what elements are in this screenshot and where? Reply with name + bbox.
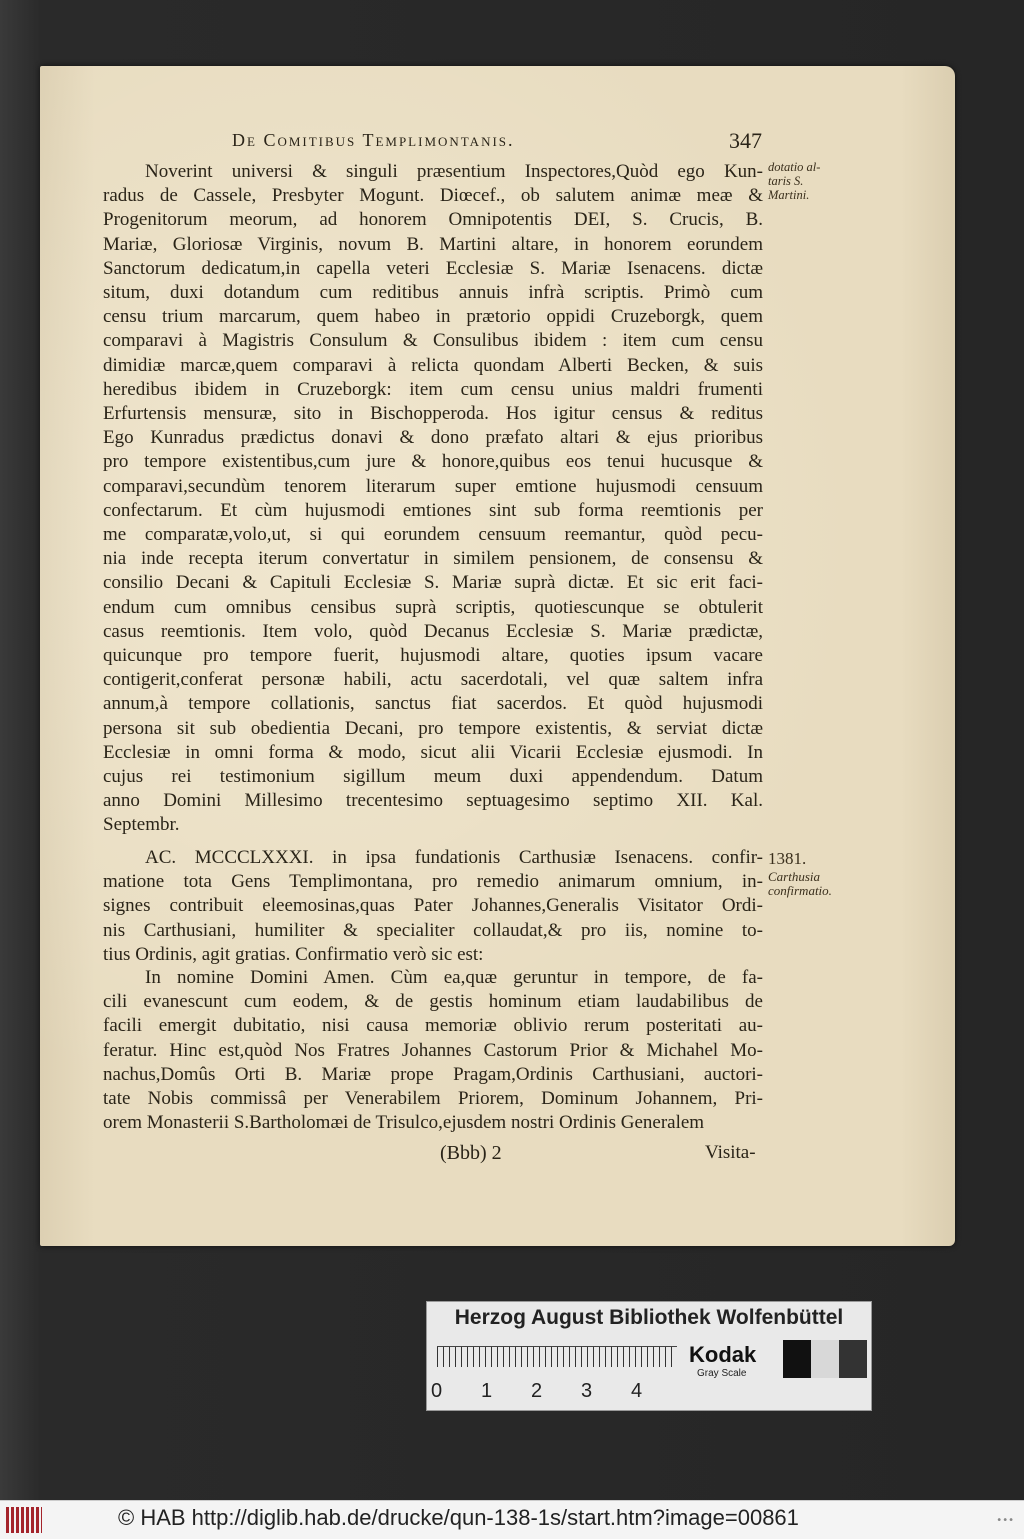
gray-swatches — [783, 1340, 867, 1378]
text-line: casus reemtionis. Item volo, quòd Decanus Ecclesiæ S. Mariæ prædictæ, — [103, 620, 763, 642]
gray-scale-label: Gray Scale — [697, 1368, 747, 1379]
strip-title: Herzog August Bibliothek Wolfenbüttel — [454, 1306, 844, 1329]
text-line: nachus,Domûs Orti B. Mariæ prope Pragam,Ordinis Carthusiani, auctori- — [103, 1063, 763, 1085]
page-number: 347 — [729, 128, 762, 153]
text-line: nia inde recepta iterum convertatur in similem pensionem, de consensu & — [103, 548, 763, 570]
footer-bar — [0, 1500, 1024, 1539]
text-line: cujus rei testimonium sigillum meum duxi appendendum. Datum — [103, 766, 763, 787]
catchword: Visita- — [705, 1142, 756, 1163]
ruler-number: 4 — [631, 1380, 643, 1402]
measurement-ruler — [437, 1346, 677, 1379]
text-line: Ecclesiæ in omni forma & modo, sicut alii Vicarii Ecclesiæ ejusmodi. In — [103, 741, 763, 763]
text-line: AC. MCCCLXXXI. in ipsa fundationis Carthusiæ Isenacens. confir- — [145, 847, 763, 868]
text-line: me comparatæ,volo,ut, si qui eorundem censuum reemantur, quòd pecu- — [103, 524, 763, 545]
text-line: tius Ordinis, agit gratias. Confirmatio verò sic est: — [103, 943, 484, 965]
text-line: Noverint universi & singuli præsentium Inspectores,Quòd ego Kun- — [145, 161, 763, 182]
margin-note-dotatio — [768, 160, 868, 202]
running-header — [232, 130, 762, 156]
ruler-number: 1 — [481, 1380, 493, 1402]
gray-swatch — [783, 1340, 811, 1378]
ruler-number: 0 — [431, 1380, 443, 1402]
text-line: persona sit sub obedientia Decani, pro tempore existentis, & serviat dictæ — [103, 717, 763, 739]
text-line: pro tempore existentibus,cum jure & honore,quibus eos tenui hucusque & — [103, 451, 763, 473]
margin-note-carthusia — [768, 848, 868, 898]
text-line: Progenitorum meorum, ad honorem Omnipotentis DEI, S. Crucis, B. — [103, 209, 763, 231]
text-line: facili emergit dubitatio, nisi causa memoriæ oblivio rerum posteritati au- — [103, 1015, 763, 1037]
ruler-numbers — [431, 1380, 681, 1406]
margin-note-line: taris S. — [768, 174, 804, 188]
text-line: nis Carthusiani, humiliter & specialiter collaudat,& pro iis, nomine to- — [103, 919, 763, 941]
text-line: annum,à tempore collationis, sanctus fiat sacerdos. Et quòd hujusmodi — [103, 693, 763, 715]
footer-copyright: © HAB http://diglib.hab.de/drucke/qun-138-1s/start.htm?image=00861 — [118, 1505, 799, 1530]
ruler-number: 3 — [581, 1380, 593, 1402]
ruler-number: 2 — [531, 1380, 543, 1402]
kodak-logo: Kodak — [689, 1342, 757, 1367]
hab-logo-icon — [6, 1507, 42, 1533]
gray-swatch — [811, 1340, 839, 1378]
header-title: De Comitibus Templimontanis. — [232, 130, 515, 150]
text-line: radus de Cassele, Presbyter Mogunt. Diœcef., ob salutem animæ meæ & — [103, 185, 763, 207]
text-line: censu trium marcarum, quem habeo in prætorio oppidi Cruzeborgk, quem — [103, 306, 763, 328]
text-line: endum cum omnibus censibus suprà scriptis, quotiescunque se obtulerit — [103, 596, 763, 618]
text-line: matione tota Gens Templimontana, pro remedio animarum omnium, in- — [103, 871, 763, 893]
margin-note-line: 1381. — [768, 849, 807, 868]
text-line: consilio Decani & Capituli Ecclesiæ S. Mariæ suprà dictæ. Et sic erit faci- — [103, 572, 763, 594]
gray-swatch — [839, 1340, 867, 1378]
text-line: Erfurtensis mensuræ, sito in Bischopperoda. Hos igitur census & reditus — [103, 403, 763, 424]
text-line: feratur. Hinc est,quòd Nos Fratres Johannes Castorum Prior & Michahel Mo- — [103, 1039, 763, 1061]
text-line: signes contribuit eleemosinas,quas Pater Johannes,Generalis Visitator Ordi- — [103, 895, 763, 917]
text-line: quicunque pro tempore fuerit, hujusmodi altare, quoties ipsum vacare — [103, 645, 763, 666]
margin-note-line: Carthusia — [768, 869, 821, 884]
text-line: dimidiæ marcæ,quem comparavi à relicta quondam Alberti Becken, & suis — [103, 354, 763, 376]
text-line: situm, duxi dotandum cum reditibus annuis infrà scriptis. Primò cum — [103, 282, 763, 303]
text-line: tate Nobis commissâ per Venerabilem Priorem, Dominum Johannem, Pri- — [103, 1088, 763, 1109]
text-line: Ego Kunradus prædictus donavi & dono præfato altari & ejus prioribus — [103, 427, 763, 449]
text-line: heredibus ibidem in Cruzeborgk: item cum censu unius maldri frumenti — [103, 378, 763, 400]
text-line: orem Monasterii S.Bartholomæi de Trisulco,ejusdem nostri Ordinis Generalem — [103, 1112, 705, 1134]
text-line: confectarum. Et cùm hujusmodi emtiones sint sub forma reemtionis per — [103, 499, 763, 521]
margin-note-line: dotatio al- — [768, 160, 821, 174]
text-line: Septembr. — [103, 814, 180, 836]
text-line: cili evanescunt cum eodem, & de gestis hominum etiam laudabilibus de — [103, 991, 763, 1013]
signature-mark: (Bbb) 2 — [440, 1142, 502, 1164]
text-line: In nomine Domini Amen. Cùm ea,quæ geruntur in tempore, de fa- — [145, 967, 763, 988]
text-line: anno Domini Millesimo trecentesimo septuagesimo septimo XII. Kal. — [103, 790, 763, 812]
color-target-strip — [426, 1301, 872, 1411]
text-line: contigerit,conferat personæ habili, actu sacerdotali, vel quæ saltem infra — [103, 669, 763, 691]
margin-note-line: confirmatio. — [768, 883, 832, 898]
text-line: Sanctorum dedicatum,in capella veteri Ecclesiæ S. Mariæ Isenacens. dictæ — [103, 257, 763, 279]
text-line: Mariæ, Gloriosæ Virginis, novum B. Martini altare, in honorem eorundem — [103, 233, 763, 255]
more-icon[interactable]: ••• — [996, 1515, 1014, 1526]
text-line: comparavi à Magistris Consulum & Consulibus ibidem : item cum censu — [103, 330, 763, 352]
text-line: comparavi,secundùm tenorem literarum super emtione hujusmodi censuum — [103, 475, 763, 497]
margin-note-line: Martini. — [768, 188, 810, 202]
